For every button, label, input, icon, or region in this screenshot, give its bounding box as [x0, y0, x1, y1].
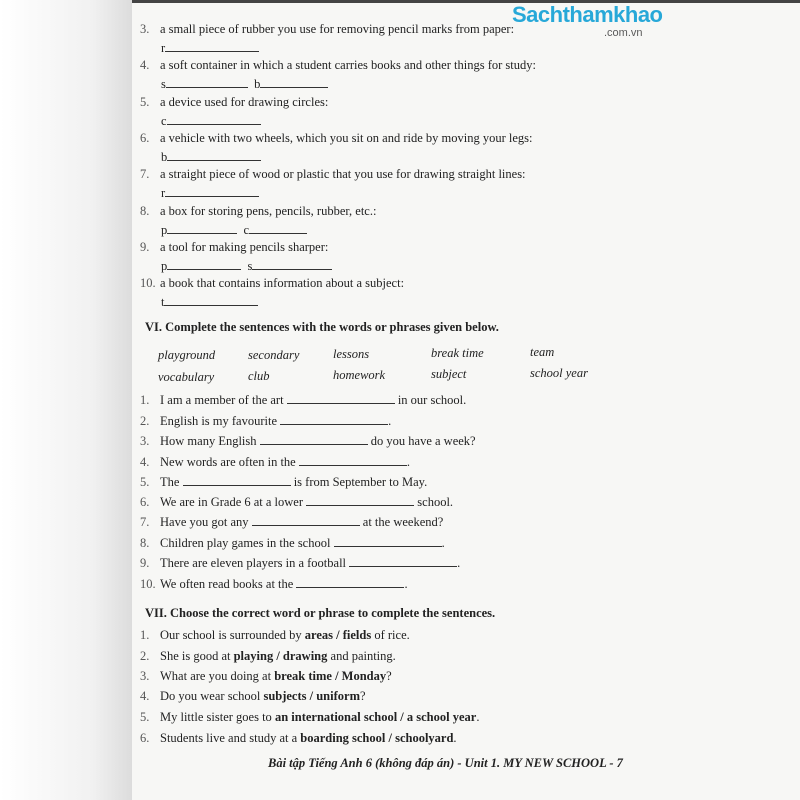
- item-number: 8.: [140, 536, 150, 550]
- item-number: 10.: [140, 577, 156, 591]
- item-number: 7.: [140, 515, 150, 529]
- item-text: Students live and study at a: [160, 731, 301, 745]
- exercise-item: [140, 495, 453, 510]
- item-number: 4.: [140, 58, 150, 72]
- answer-letter: r: [161, 186, 166, 200]
- watermark-brand: Sachthamkhao: [512, 2, 663, 27]
- item-text: .: [453, 731, 457, 745]
- item-text: a soft container in which a student carries books and other things for study:: [160, 58, 536, 72]
- choice-options[interactable]: subjects / uniform: [263, 689, 360, 703]
- answer-blank[interactable]: [183, 475, 291, 486]
- exercise-item: [140, 515, 443, 530]
- exercise-item: [140, 131, 533, 146]
- word-bank-item: club: [248, 369, 270, 383]
- item-text: I am a member of the art: [160, 393, 284, 407]
- item-text: of rice.: [371, 628, 410, 642]
- item-text: My little sister goes to: [160, 710, 275, 724]
- item-number: 4.: [140, 455, 150, 469]
- answer-blank[interactable]: [167, 223, 237, 234]
- item-number: 6.: [140, 731, 150, 745]
- exercise-item: [140, 22, 514, 37]
- word-bank-item: team: [530, 345, 555, 359]
- answer-blank[interactable]: [167, 259, 241, 270]
- item-number: 5.: [140, 475, 150, 489]
- exercise-item: [140, 556, 460, 571]
- answer-blank[interactable]: [260, 434, 368, 445]
- answer-letter: p: [161, 259, 168, 273]
- answer-letter: s: [247, 259, 253, 273]
- choice-options[interactable]: an international school / a school year: [274, 710, 477, 724]
- word-bank-item: school year: [530, 366, 588, 380]
- item-text: .: [404, 577, 408, 591]
- answer-line[interactable]: [161, 223, 307, 238]
- item-text: and painting.: [327, 649, 396, 663]
- page-footer: Bài tập Tiếng Anh 6 (không đáp án) - Unit 1. MY NEW SCHOOL - 7: [268, 756, 623, 770]
- exercise-item: [140, 689, 366, 704]
- word-bank-item: subject: [431, 367, 467, 381]
- word-bank-item: break time: [431, 346, 484, 360]
- item-text: a straight piece of wood or plastic that you use for drawing straight lines:: [160, 167, 526, 181]
- item-number: 9.: [140, 556, 150, 570]
- item-number: 9.: [140, 240, 150, 254]
- item-text: .: [441, 536, 445, 550]
- exercise-item: [140, 204, 376, 219]
- item-text: is from September to May.: [293, 475, 428, 489]
- item-text: .: [406, 455, 410, 469]
- answer-blank[interactable]: [249, 223, 307, 234]
- exercise-item: [140, 434, 476, 449]
- item-text: .: [476, 710, 480, 724]
- exercise-item: [140, 414, 391, 429]
- item-text: Children play games in the school: [160, 536, 331, 550]
- answer-letter: t: [161, 295, 165, 309]
- item-number: 6.: [140, 131, 150, 145]
- item-number: 3.: [140, 434, 150, 448]
- answer-blank[interactable]: [165, 41, 259, 52]
- answer-blank[interactable]: [260, 77, 328, 88]
- word-bank-item: vocabulary: [158, 370, 215, 384]
- answer-blank[interactable]: [280, 414, 388, 425]
- word-bank-item: lessons: [333, 347, 370, 361]
- answer-line[interactable]: [161, 186, 259, 201]
- exercise-item: [140, 393, 466, 408]
- choice-options[interactable]: break time / Monday: [274, 669, 387, 683]
- answer-line[interactable]: [161, 259, 332, 274]
- exercise-item: [140, 710, 479, 725]
- item-text: a small piece of rubber you use for removing pencil marks from paper:: [160, 22, 515, 36]
- answer-blank[interactable]: [164, 295, 258, 306]
- answer-blank[interactable]: [287, 393, 395, 404]
- item-text: a tool for making pencils sharper:: [160, 240, 329, 254]
- section-heading: VII. Choose the correct word or phrase to complete the sentences.: [145, 606, 496, 620]
- exercise-item: [140, 577, 408, 592]
- answer-blank[interactable]: [167, 150, 261, 161]
- item-text: Our school is surrounded by: [160, 628, 305, 642]
- answer-line[interactable]: [161, 114, 261, 129]
- answer-line[interactable]: [161, 150, 261, 165]
- item-number: 5.: [140, 710, 150, 724]
- word-bank-item: secondary: [248, 348, 300, 362]
- exercise-item: [140, 167, 526, 182]
- section-heading: VI. Complete the sentences with the words or phrases given below.: [145, 320, 499, 334]
- item-number: 8.: [140, 204, 150, 218]
- answer-blank[interactable]: [306, 495, 414, 506]
- item-text: a vehicle with two wheels, which you sit on and ride by moving your legs:: [160, 131, 533, 145]
- item-text: .: [388, 414, 392, 428]
- item-text: a device used for drawing circles:: [160, 95, 329, 109]
- item-text: English is my favourite: [160, 414, 277, 428]
- item-text: a book that contains information about a subject:: [160, 276, 405, 290]
- exercise-item: [140, 240, 328, 255]
- answer-blank[interactable]: [334, 536, 442, 547]
- item-text: We often read books at the: [160, 577, 294, 591]
- exercise-item: [140, 276, 404, 291]
- item-text: How many English: [160, 434, 257, 448]
- answer-line[interactable]: [161, 77, 328, 92]
- item-number: 1.: [140, 628, 150, 642]
- item-number: 3.: [140, 669, 150, 683]
- exercise-item: [140, 649, 396, 664]
- answer-blank[interactable]: [296, 577, 404, 588]
- word-bank-item: playground: [158, 348, 216, 362]
- item-number: 1.: [140, 393, 150, 407]
- exercise-item: [140, 669, 392, 684]
- item-text: Do you wear school: [160, 689, 264, 703]
- answer-blank[interactable]: [167, 114, 261, 125]
- item-text: a box for storing pens, pencils, rubber, etc.:: [160, 204, 377, 218]
- answer-letter: p: [161, 223, 168, 237]
- item-text: in our school.: [397, 393, 467, 407]
- item-number: 10.: [140, 276, 156, 290]
- item-number: 2.: [140, 414, 150, 428]
- item-text: .: [457, 556, 461, 570]
- item-number: 6.: [140, 495, 150, 509]
- item-number: 4.: [140, 689, 150, 703]
- choice-options[interactable]: areas / fields: [304, 628, 372, 642]
- item-text: Have you got any: [160, 515, 249, 529]
- answer-letter: c: [243, 223, 250, 237]
- answer-blank[interactable]: [165, 186, 259, 197]
- answer-letter: b: [161, 150, 168, 164]
- exercise-item: [140, 536, 445, 551]
- answer-blank[interactable]: [252, 259, 332, 270]
- exercise-item: [140, 628, 410, 643]
- item-text: ?: [359, 689, 366, 703]
- item-text: What are you doing at: [160, 669, 275, 683]
- answer-letter: s: [161, 77, 166, 91]
- word-bank-item: homework: [333, 368, 386, 382]
- item-text: The: [160, 475, 180, 489]
- answer-letter: b: [254, 77, 261, 91]
- item-text: New words are often in the: [160, 455, 296, 469]
- item-text: do you have a week?: [370, 434, 476, 448]
- answer-letter: c: [161, 114, 167, 128]
- answer-blank[interactable]: [299, 455, 407, 466]
- item-number: 5.: [140, 95, 150, 109]
- choice-options[interactable]: boarding school / schoolyard: [300, 731, 454, 745]
- item-number: 2.: [140, 649, 150, 663]
- answer-letter: r: [161, 41, 166, 55]
- exercise-item: [140, 58, 536, 73]
- exercise-item: [140, 95, 328, 110]
- item-text: She is good at: [160, 649, 234, 663]
- item-number: 7.: [140, 167, 150, 181]
- answer-line[interactable]: [161, 295, 258, 310]
- item-text: at the weekend?: [362, 515, 444, 529]
- watermark-domain: .com.vn: [604, 27, 643, 39]
- answer-blank[interactable]: [349, 556, 457, 567]
- answer-line[interactable]: [161, 41, 259, 56]
- answer-blank[interactable]: [252, 515, 360, 526]
- item-text: There are eleven players in a football: [160, 556, 347, 570]
- item-text: school.: [417, 495, 454, 509]
- item-text: We are in Grade 6 at a lower: [160, 495, 304, 509]
- exercise-item: [140, 731, 457, 746]
- exercise-item: [140, 475, 427, 490]
- item-text: ?: [386, 669, 392, 683]
- exercise-item: [140, 455, 410, 470]
- choice-options[interactable]: playing / drawing: [233, 649, 328, 663]
- item-number: 3.: [140, 22, 150, 36]
- answer-blank[interactable]: [166, 77, 248, 88]
